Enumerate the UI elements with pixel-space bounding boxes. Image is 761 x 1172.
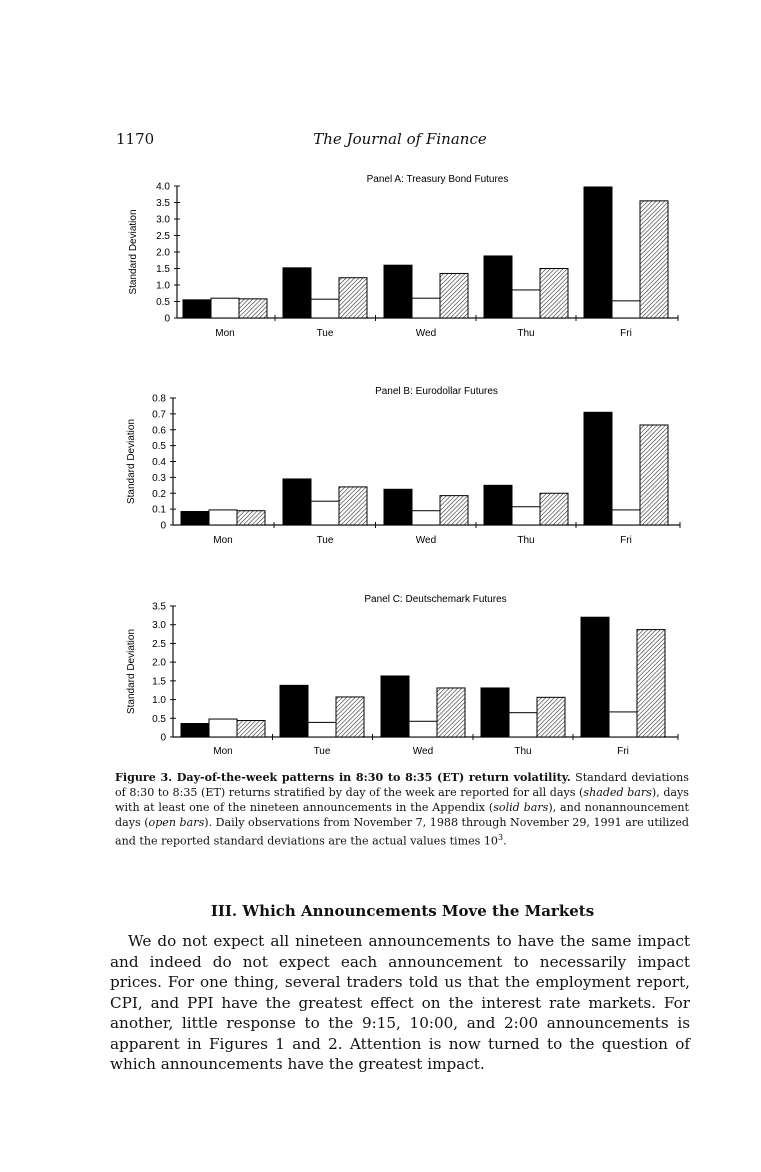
caption-text-1: Standard deviations of 8:30 to 8:35 (ET) returns stratified by day of the week are reported for all days ( (115, 771, 689, 799)
panel-1-bar-shaded (239, 299, 267, 318)
panel-3-bar-shaded (637, 630, 665, 737)
panel-1-bar-solid (584, 187, 612, 318)
panel-2-y-tick-label: 0.4 (152, 457, 166, 468)
panel-3-y-tick-label: 1.0 (152, 695, 166, 707)
panel-2-bar-solid (584, 412, 612, 525)
panel-2-y-tick-label: 0.7 (152, 409, 166, 421)
panel-2-x-tick-label: Tue (316, 535, 334, 546)
panel-3-bar-solid (581, 617, 609, 737)
panel-2-bar-solid (283, 479, 311, 525)
panel-3-y-tick-label: 3.5 (152, 601, 166, 613)
panel-3-bar-solid (381, 676, 409, 737)
panel-2-bar-open (311, 501, 339, 525)
panel-1-y-tick-label: 2.0 (156, 247, 170, 259)
panel-1-y-tick-label: 1.0 (156, 280, 170, 292)
panel-1-bar-solid (484, 256, 512, 318)
panel-2-x-tick-label: Wed (415, 535, 437, 546)
panel-2-y-tick-label: 0.5 (152, 441, 166, 453)
panel-1-bar-shaded (640, 201, 668, 318)
panel-2-x-tick-label: Fri (620, 535, 632, 546)
panel-3-y-tick-label: 0.5 (152, 713, 166, 725)
figure-caption (115, 770, 689, 849)
caption-text-5: . (503, 834, 507, 848)
panel-1-bar-open (412, 298, 440, 318)
panel-3-y-tick-label: 1.5 (152, 676, 166, 688)
page-number: 1170 (116, 130, 155, 148)
panel-3-y-tick-label: 2.0 (152, 657, 166, 669)
panel-1-bar-open (512, 290, 540, 318)
panel-2-bar-open (612, 510, 640, 525)
panel-2-bar-open (412, 511, 440, 525)
panel-1-bar-shaded (339, 278, 367, 318)
panel-1-bar-open (311, 299, 339, 318)
panel-2-title: Panel B: Eurodollar Futures (375, 386, 498, 397)
panel-3-bar-shaded (336, 697, 364, 737)
panel-2-bar-shaded (640, 425, 668, 525)
panel-3-bar-open (609, 712, 637, 737)
panel-1-x-tick-label: Mon (215, 328, 235, 339)
panel-3-bar-solid (181, 724, 209, 737)
panel-3-bar-open (308, 722, 336, 737)
panel-1-y-tick-label: 1.5 (156, 264, 170, 275)
panel-2-bar-shaded (339, 487, 367, 525)
caption-italic-2: solid bars (493, 801, 549, 814)
caption-text-2: ), days with at least one of the nineteen announcements in the Appendix ( (115, 786, 689, 814)
panel-3-bar-open (509, 713, 537, 737)
caption-superscript: 3 (498, 833, 504, 842)
panel-1-y-tick-label: 2.5 (156, 231, 170, 242)
panel-3-y-tick-label: 3.0 (152, 620, 166, 632)
panel-1-y-tick-label: 0 (164, 313, 170, 325)
panel-1-bar-open (211, 298, 239, 318)
panel-3-x-tick-label: Mon (213, 746, 233, 757)
panel-1-y-axis-label: Standard Deviation (128, 209, 139, 295)
caption-text-4: ). Daily observations from November 7, 1988 through November 29, 1991 are utilized and the reported standard deviations are the actual values times 10 (115, 816, 689, 848)
panel-2-bar-shaded (440, 496, 468, 525)
panel-3-bar-open (209, 719, 237, 737)
panel-3-bar-shaded (437, 688, 465, 737)
panel-3-y-tick-label: 2.5 (152, 638, 166, 650)
panel-3-bar-shaded (537, 697, 565, 737)
panel-1-bar-solid (384, 265, 412, 318)
body-paragraph: We do not expect all nineteen announcements to have the same impact and indeed do not expect each announcement to necessarily impact prices. For one thing, several traders told us that the employment report, CPI, and PPI have the greatest effect on the interest rate markets. For another, little response to the 9:15, 10:00, and 2:00 announcements is apparent in Figures 1 and 2. Attention is now turned to the question of which announcements have the greatest impact. (110, 932, 690, 1073)
panel-2-bar-open (512, 507, 540, 525)
caption-italic-3: open bars (148, 816, 205, 829)
panel-2-x-tick-label: Thu (517, 535, 535, 546)
panel-3-bar-solid (280, 685, 308, 737)
caption-text-3: ), and nonannouncement days ( (115, 801, 690, 829)
panel-1-x-tick-label: Tue (316, 328, 334, 339)
panel-1-y-tick-label: 3.5 (156, 198, 170, 209)
panel-2-y-axis-label: Standard Deviation (126, 418, 137, 505)
panel-2-y-tick-label: 0.2 (152, 488, 166, 500)
panel-3-x-tick-label: Tue (313, 746, 331, 757)
panel-2-y-tick-label: 0.6 (152, 425, 166, 437)
panel-2-y-tick-label: 0.1 (152, 504, 166, 516)
panel-2-bar-solid (484, 485, 512, 525)
panel-2-bar-open (209, 510, 237, 525)
panel-1-x-tick-label: Fri (620, 328, 632, 339)
panel-1-y-tick-label: 3.0 (156, 214, 170, 226)
panel-2-y-tick-label: 0.8 (152, 393, 166, 405)
panel-3-x-tick-label: Wed (412, 746, 434, 757)
panel-3-y-axis-label: Standard Deviation (126, 628, 137, 715)
panel-1-bar-shaded (440, 273, 468, 318)
panel-3-title: Panel C: Deutschemark Futures (364, 594, 507, 605)
journal-title: The Journal of Finance (313, 130, 487, 148)
panel-2-bar-solid (181, 512, 209, 525)
panel-3-bar-solid (481, 688, 509, 737)
caption-italic-1: shaded bars (583, 786, 652, 799)
caption-label: Figure 3. Day-of-the-week patterns in 8:30 to 8:35 (ET) return volatility. (115, 771, 571, 784)
panel-3-x-tick-label: Thu (514, 746, 532, 757)
panel-2-bar-solid (384, 489, 412, 525)
panel-2-bar-shaded (237, 511, 265, 525)
panel-1-y-tick-label: 0.5 (156, 297, 170, 308)
panel-1-title: Panel A: Treasury Bond Futures (366, 174, 509, 185)
panel-1-bar-solid (183, 300, 211, 318)
panel-1-bar-open (612, 301, 640, 318)
panel-3-y-tick-label: 0 (160, 732, 166, 744)
panel-1-x-tick-label: Wed (415, 328, 437, 339)
panel-2-bar-shaded (540, 493, 568, 525)
panel-2-y-tick-label: 0.3 (152, 472, 166, 484)
panel-2-x-tick-label: Mon (213, 535, 233, 546)
panel-1-x-tick-label: Thu (517, 328, 535, 339)
panel-1-y-tick-label: 4.0 (156, 181, 170, 193)
panel-3-bar-open (409, 721, 437, 737)
panel-1-bar-solid (283, 268, 311, 318)
panel-3-bar-shaded (237, 721, 265, 737)
panel-2-y-tick-label: 0 (160, 520, 166, 532)
panel-1-bar-shaded (540, 269, 568, 319)
section-heading: III. Which Announcements Move the Markets (210, 902, 595, 920)
panel-3-x-tick-label: Fri (617, 746, 629, 757)
